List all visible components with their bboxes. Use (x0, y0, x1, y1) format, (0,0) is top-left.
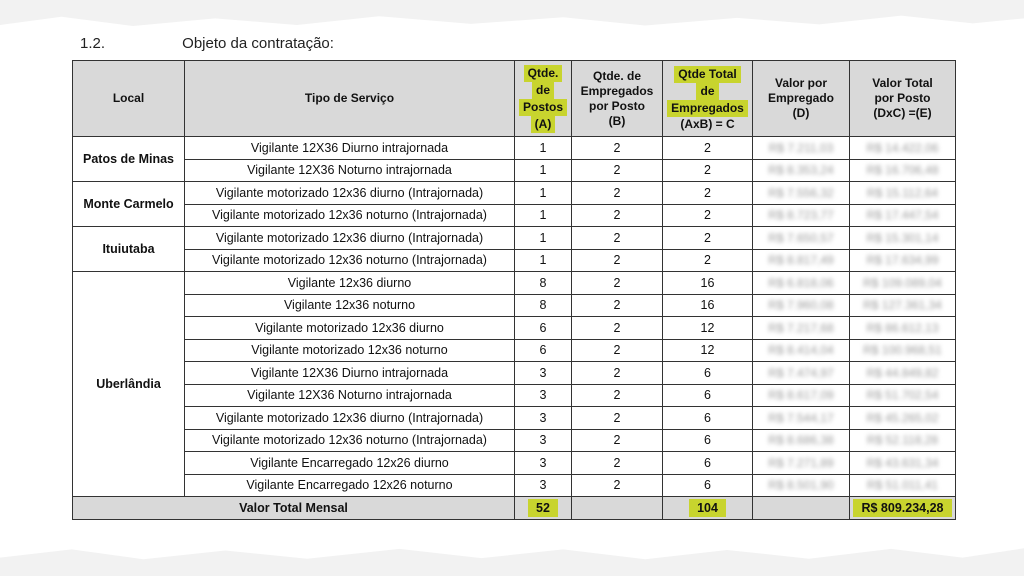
table-row (73, 362, 956, 385)
total-label: Valor Total Mensal (73, 497, 515, 520)
valor-empregado-value: R$ 7.650,57 (768, 230, 834, 245)
valor-total-posto-value: R$ 44.849,82 (866, 365, 939, 380)
header-valor-empregado-line: Empregado (767, 91, 834, 105)
header-valor-total-posto-line: por Posto (874, 91, 931, 105)
table-row (73, 339, 956, 362)
qtde-postos-cell: 3 (515, 429, 572, 452)
empregados-posto-cell: 2 (572, 137, 663, 160)
header-qtde-postos-line: Postos (519, 99, 567, 116)
valor-empregado-cell (753, 339, 850, 362)
header-local: Local (73, 61, 185, 137)
qtde-postos-cell: 1 (515, 182, 572, 205)
valor-total-posto-value: R$ 17.447,54 (866, 208, 939, 223)
valor-empregado-cell (753, 362, 850, 385)
valor-empregado-value: R$ 7.211,03 (768, 140, 834, 155)
total-empregados-cell: 6 (663, 429, 753, 452)
valor-total-mensal: R$ 809.234,28 (853, 499, 951, 517)
header-total-empregados-line: Empregados (667, 100, 748, 117)
empregados-posto-cell: 2 (572, 204, 663, 227)
header-empregados-posto-line: (B) (608, 113, 626, 128)
valor-empregado-cell (753, 452, 850, 475)
service-type-cell: Vigilante motorizado 12x36 noturno (Intrajornada) (185, 429, 515, 452)
table-row (73, 429, 956, 452)
total-empregados-cell: 2 (663, 159, 753, 182)
service-type-cell: Vigilante motorizado 12x36 diurno (Intrajornada) (185, 182, 515, 205)
valor-total-posto-cell (850, 384, 956, 407)
empregados-posto-cell: 2 (572, 362, 663, 385)
table-row (73, 159, 956, 182)
valor-total-posto-value: R$ 16.706,48 (866, 163, 939, 178)
total-empregados-cell: 16 (663, 294, 753, 317)
table-body (73, 137, 956, 497)
table-row (73, 182, 956, 205)
valor-empregado-value: R$ 7.271,89 (768, 455, 834, 470)
table-row (73, 384, 956, 407)
qtde-postos-cell: 3 (515, 474, 572, 497)
total-empregados-cell: 2 (663, 227, 753, 250)
empregados-posto-cell: 2 (572, 159, 663, 182)
empregados-posto-cell: 2 (572, 384, 663, 407)
header-valor-total-posto-line: Valor Total (872, 76, 933, 90)
header-empregados-posto-line: por Posto (589, 98, 645, 113)
qtde-postos-cell: 1 (515, 249, 572, 272)
service-type-cell: Vigilante 12X36 Diurno intrajornada (185, 137, 515, 160)
valor-empregado-cell (753, 182, 850, 205)
total-empregados-cell: 6 (663, 474, 753, 497)
valor-empregado-value: R$ 8.414,04 (768, 343, 834, 358)
empregados-posto-cell: 2 (572, 452, 663, 475)
total-empregados-cell: 6 (663, 362, 753, 385)
total-empregados-cell: 16 (663, 272, 753, 295)
table-row (73, 294, 956, 317)
header-qtde-postos-line: (A) (531, 116, 556, 133)
valor-empregado-value: R$ 8.723,77 (768, 208, 834, 223)
total-empregados-cell: 2 (663, 249, 753, 272)
valor-empregado-cell (753, 384, 850, 407)
header-qtde-postos-line: de (532, 82, 554, 99)
qtde-postos-cell: 6 (515, 317, 572, 340)
qtde-postos-cell: 1 (515, 159, 572, 182)
service-type-cell: Vigilante 12x36 noturno (185, 294, 515, 317)
table-row (73, 249, 956, 272)
qtde-postos-cell: 1 (515, 227, 572, 250)
contract-table (72, 60, 956, 520)
total-empregados-cell (663, 497, 753, 520)
qtde-postos-cell: 3 (515, 384, 572, 407)
header-valor-total-posto (850, 61, 956, 137)
valor-empregado-value: R$ 7.556,32 (768, 185, 834, 200)
service-type-cell: Vigilante Encarregado 12x26 diurno (185, 452, 515, 475)
qtde-postos-cell: 8 (515, 272, 572, 295)
service-type-cell: Vigilante motorizado 12x36 diurno (185, 317, 515, 340)
valor-total-posto-cell (850, 159, 956, 182)
valor-total-posto-cell (850, 204, 956, 227)
total-empregados-cell: 2 (663, 137, 753, 160)
valor-empregado-value: R$ 7.217,68 (768, 320, 834, 335)
total-empregados-cell: 2 (663, 204, 753, 227)
service-type-cell: Vigilante 12X36 Noturno intrajornada (185, 384, 515, 407)
service-type-cell: Vigilante 12X36 Noturno intrajornada (185, 159, 515, 182)
total-empregados: 104 (689, 499, 726, 517)
valor-total-posto-cell (850, 362, 956, 385)
qtde-postos-cell: 1 (515, 137, 572, 160)
valor-empregado-cell (753, 204, 850, 227)
total-postos-cell (515, 497, 572, 520)
service-type-cell: Vigilante Encarregado 12x26 noturno (185, 474, 515, 497)
header-tipo: Tipo de Serviço (185, 61, 515, 137)
qtde-postos-cell: 3 (515, 452, 572, 475)
empregados-posto-cell: 2 (572, 317, 663, 340)
valor-total-posto-cell (850, 429, 956, 452)
local-cell: Patos de Minas (73, 137, 185, 182)
valor-empregado-value: R$ 7.474,97 (768, 365, 834, 380)
valor-empregado-value: R$ 7.960,08 (768, 298, 834, 313)
valor-total-posto-value: R$ 51.011,41 (866, 478, 939, 493)
valor-empregado-value: R$ 8.817,49 (768, 253, 834, 268)
valor-empregado-cell (753, 407, 850, 430)
total-empregados-cell: 12 (663, 317, 753, 340)
service-type-cell: Vigilante motorizado 12x36 noturno (Intrajornada) (185, 249, 515, 272)
service-type-cell: Vigilante 12x36 diurno (185, 272, 515, 295)
valor-empregado-cell (753, 227, 850, 250)
qtde-postos-cell: 1 (515, 204, 572, 227)
service-type-cell: Vigilante 12X36 Diurno intrajornada (185, 362, 515, 385)
header-row (73, 61, 956, 137)
valor-total-posto-value: R$ 100.968,51 (863, 343, 942, 358)
total-empregados-cell: 6 (663, 452, 753, 475)
valor-total-posto-value: R$ 45.265,02 (866, 410, 939, 425)
valor-total-posto-cell (850, 474, 956, 497)
qtde-postos-cell: 8 (515, 294, 572, 317)
section-title: Objeto da contratação: (182, 35, 334, 52)
empregados-posto-cell: 2 (572, 474, 663, 497)
local-cell: Ituiutaba (73, 227, 185, 272)
valor-total-posto-value: R$ 86.612,13 (866, 320, 939, 335)
valor-total-posto-value: R$ 127.361,34 (863, 298, 942, 313)
empty-cell (572, 497, 663, 520)
valor-empregado-cell (753, 317, 850, 340)
table-row (73, 272, 956, 295)
valor-empregado-cell (753, 249, 850, 272)
table-row (73, 204, 956, 227)
valor-total-posto-value: R$ 43.631,34 (866, 455, 939, 470)
service-type-cell: Vigilante motorizado 12x36 noturno (Intrajornada) (185, 204, 515, 227)
table-row (73, 407, 956, 430)
valor-empregado-value: R$ 8.617,09 (768, 388, 834, 403)
section-number: 1.2. (80, 35, 106, 52)
service-type-cell: Vigilante motorizado 12x36 diurno (Intrajornada) (185, 227, 515, 250)
valor-total-posto-value: R$ 52.118,28 (866, 433, 939, 448)
valor-total-posto-cell (850, 294, 956, 317)
empregados-posto-cell: 2 (572, 182, 663, 205)
table-row (73, 452, 956, 475)
header-empregados-posto-line: Qtde. de (592, 68, 641, 83)
qtde-postos-cell: 3 (515, 407, 572, 430)
table-row (73, 137, 956, 160)
header-empregados-posto (572, 61, 663, 137)
valor-empregado-cell (753, 294, 850, 317)
table-row (73, 317, 956, 340)
valor-empregado-cell (753, 474, 850, 497)
empregados-posto-cell: 2 (572, 294, 663, 317)
valor-empregado-value: R$ 8.353,24 (768, 163, 834, 178)
empregados-posto-cell: 2 (572, 249, 663, 272)
local-cell: Monte Carmelo (73, 182, 185, 227)
valor-total-posto-value: R$ 15.112,64 (866, 185, 939, 200)
valor-total-posto-cell (850, 452, 956, 475)
valor-total-posto-value: R$ 51.702,54 (866, 388, 939, 403)
service-type-cell: Vigilante motorizado 12x36 noturno (185, 339, 515, 362)
valor-total-posto-value: R$ 17.634,99 (866, 253, 939, 268)
header-valor-empregado-line: Valor por (774, 76, 827, 90)
valor-total-cell (850, 497, 956, 520)
header-valor-empregado (753, 61, 850, 137)
local-cell: Uberlândia (73, 272, 185, 497)
valor-empregado-cell (753, 429, 850, 452)
empregados-posto-cell: 2 (572, 339, 663, 362)
header-total-empregados (663, 61, 753, 137)
header-qtde-postos (515, 61, 572, 137)
empregados-posto-cell: 2 (572, 272, 663, 295)
valor-total-posto-cell (850, 407, 956, 430)
empregados-posto-cell: 2 (572, 407, 663, 430)
valor-empregado-cell (753, 137, 850, 160)
header-valor-empregado-line: (D) (792, 106, 810, 120)
section-heading (80, 35, 334, 52)
valor-total-posto-cell (850, 182, 956, 205)
valor-total-posto-value: R$ 109.089,04 (863, 275, 942, 290)
valor-total-posto-value: R$ 14.422,06 (866, 140, 939, 155)
empty-cell (753, 497, 850, 520)
header-empregados-posto-line: Empregados (580, 83, 654, 98)
total-empregados-cell: 2 (663, 182, 753, 205)
total-empregados-cell: 12 (663, 339, 753, 362)
service-type-cell: Vigilante motorizado 12x36 diurno (Intrajornada) (185, 407, 515, 430)
valor-total-posto-cell (850, 227, 956, 250)
header-total-empregados-line: de (696, 83, 718, 100)
total-row (73, 497, 956, 520)
table-row (73, 474, 956, 497)
valor-empregado-value: R$ 6.818,06 (768, 275, 834, 290)
valor-empregado-cell (753, 159, 850, 182)
valor-total-posto-cell (850, 272, 956, 295)
empregados-posto-cell: 2 (572, 227, 663, 250)
qtde-postos-cell: 6 (515, 339, 572, 362)
total-empregados-cell: 6 (663, 407, 753, 430)
valor-total-posto-cell (850, 137, 956, 160)
valor-empregado-value: R$ 8.501,90 (768, 478, 834, 493)
valor-total-posto-cell (850, 317, 956, 340)
header-valor-total-posto-line: (DxC) =(E) (873, 106, 932, 120)
header-total-empregados-line: (AxB) = C (680, 116, 735, 131)
header-total-empregados-line: Qtde Total (674, 66, 740, 83)
header-qtde-postos-line: Qtde. (524, 65, 563, 82)
valor-total-posto-cell (850, 249, 956, 272)
valor-total-posto-value: R$ 15.301,14 (866, 230, 939, 245)
empregados-posto-cell: 2 (572, 429, 663, 452)
table-row (73, 227, 956, 250)
valor-empregado-value: R$ 8.686,38 (768, 433, 834, 448)
valor-empregado-value: R$ 7.544,17 (768, 410, 834, 425)
total-postos: 52 (528, 499, 558, 517)
valor-total-posto-cell (850, 339, 956, 362)
valor-empregado-cell (753, 272, 850, 295)
total-empregados-cell: 6 (663, 384, 753, 407)
qtde-postos-cell: 3 (515, 362, 572, 385)
